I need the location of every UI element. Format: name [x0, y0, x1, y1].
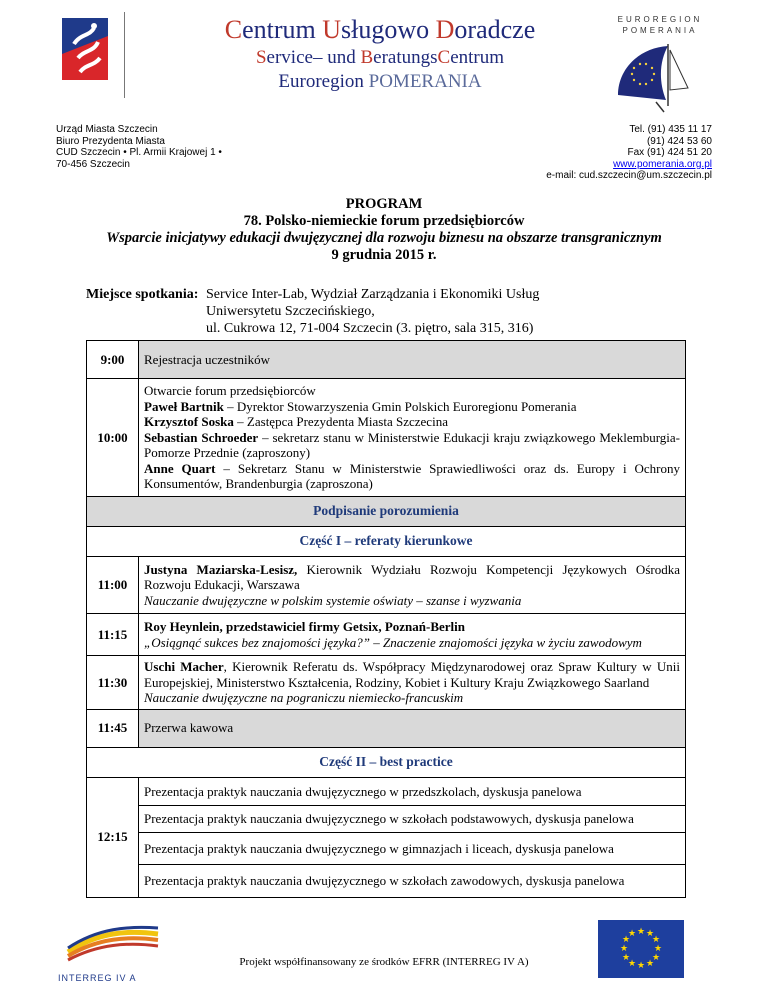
table-row: 10:00 Otwarcie forum przedsiębiorców Paweł Bartnik – Dyrektor Stowarzyszenia Gmin Polskich Euroregionu Pomerania Krzysztof Soska – Zastępca Prezydenta Miasta Szczecina Sebastian Schroeder – sekretarz stanu w Ministerstwie Edukacji kraju związkowego Meklemburgia-Pomorze Przednie (zaproszony) Anne Quart – Sekretarz Stanu w Ministerstwie Sprawiedliwości oraz ds. Europy i Ochrony Konsumentów, Brandenburgia (zaproszona) — [87, 379, 686, 497]
list-item: Prezentacja praktyk nauczania dwujęzycznego w gimnazjach i liceach, dyskusja panelowa — [139, 833, 685, 866]
program-heading: PROGRAM 78. Polsko-niemieckie forum przedsiębiorców Wsparcie inicjatywy edukacji dwujęzycznej dla rozwoju biznesu na obszarze transgranicznym 9 grudnia 2015 r. — [106, 196, 662, 263]
email[interactable]: e-mail: cud.szczecin@um.szczecin.pl — [546, 170, 712, 181]
title-german: Service– und BeratungsCentrum — [255, 47, 505, 68]
fax: Fax (91) 424 51 20 — [627, 147, 712, 158]
venue-label: Miejsce spotkania: — [86, 287, 199, 302]
table-row: 9:00 Rejestracja uczestników — [87, 341, 686, 379]
cud-logo — [60, 14, 110, 84]
svg-text:★: ★ — [636, 961, 646, 971]
svg-text:★: ★ — [651, 953, 661, 963]
part1-row: Część I – referaty kierunkowe — [87, 526, 686, 556]
list-item: Prezentacja praktyk nauczania dwujęzycznego w szkołach podstawowych, dyskusja panelowa — [139, 806, 685, 833]
table-row: 11:15 Roy Heynlein, przedstawiciel firmy Getsix, Poznań-Berlin „Osiągnąć sukces bez znajomości języka?” – Znaczenie znajomości języka w życiu zawodowym — [87, 614, 686, 656]
address-left: Urząd Miasta Szczecin Biuro Prezydenta Miasta CUD Szczecin • Pl. Armii Krajowej 1 • 70-456 Szczecin — [56, 124, 222, 170]
table-row: 11:30 Uschi Macher, Kierownik Referatu ds. Współpracy Międzynarodowej oraz Spraw Kultury w Unii Europejskiej, Ministerstwo Kształcenia, Rodziny, Kobiet i Kultury Kraju Związkowego Saarland Nauczanie dwujęzyczne na pograniczu niemiecko-francuskim — [87, 656, 686, 710]
agenda-table — [86, 340, 686, 898]
website-link[interactable]: www.pomerania.org.pl — [613, 158, 712, 170]
phone: Tel. (91) 435 11 17 — [629, 124, 712, 135]
list-item: Prezentacja praktyk nauczania dwujęzycznego w szkołach zawodowych, dyskusja panelowa — [144, 873, 625, 888]
svg-text:★: ★ — [627, 959, 637, 969]
eu-flag-icon — [598, 920, 684, 978]
svg-text:★: ★ — [627, 929, 637, 939]
svg-text:★: ★ — [653, 944, 663, 954]
title-euroregion: Euroregion POMERANIA — [278, 71, 482, 92]
svg-text:★: ★ — [636, 927, 646, 937]
part2-row: Część II – best practice — [87, 747, 686, 777]
svg-text:★: ★ — [621, 953, 631, 963]
header-title — [170, 14, 590, 94]
svg-text:★: ★ — [651, 935, 661, 945]
phone-2: (91) 424 53 60 — [646, 135, 712, 147]
list-item: Prezentacja praktyk nauczania dwujęzycznego w przedszkolach, dyskusja panelowa — [139, 778, 685, 807]
address-right — [546, 124, 712, 182]
svg-text:★: ★ — [645, 959, 655, 969]
svg-text:★: ★ — [619, 944, 629, 954]
svg-text:★: ★ — [645, 929, 655, 939]
table-row: 11:00 Justyna Maziarska-Lesisz, Kierownik Wydziału Rozwoju Kompetencji Językowych Ośrodka Rozwoju Edukacji, Warszawa Nauczanie dwujęzyczne w polskim systemie oświaty – szanse i wyzwania — [87, 556, 686, 614]
svg-text:★: ★ — [621, 935, 631, 945]
table-row: 12:15 Prezentacja praktyk nauczania dwujęzycznego w przedszkolach, dyskusja panelowa Prezentacja praktyk nauczania dwujęzycznego w szkołach podstawowych, dyskusja panelowa Prezentacja praktyk nauczania dwujęzycznego w gimnazjach i liceach, dyskusja panelowa Prezentacja praktyk nauczania dwujęzycznego w szkołach zawodowych, dyskusja panelowa — [87, 777, 686, 897]
euroregion-label: EUROREGION POMERANIA — [617, 15, 703, 35]
table-row: 11:45 Przerwa kawowa — [87, 709, 686, 747]
header-divider — [124, 12, 125, 98]
signing-row: Podpisanie porozumienia — [87, 496, 686, 526]
pomerania-logo — [608, 40, 708, 115]
title-polish: Centrum Usługowo Doradcze — [224, 15, 536, 44]
footer-text: Projekt współfinansowany ze środków EFRR (INTERREG IV A) — [239, 956, 529, 968]
interreg-logo: INTERREG IV A — [58, 922, 168, 980]
